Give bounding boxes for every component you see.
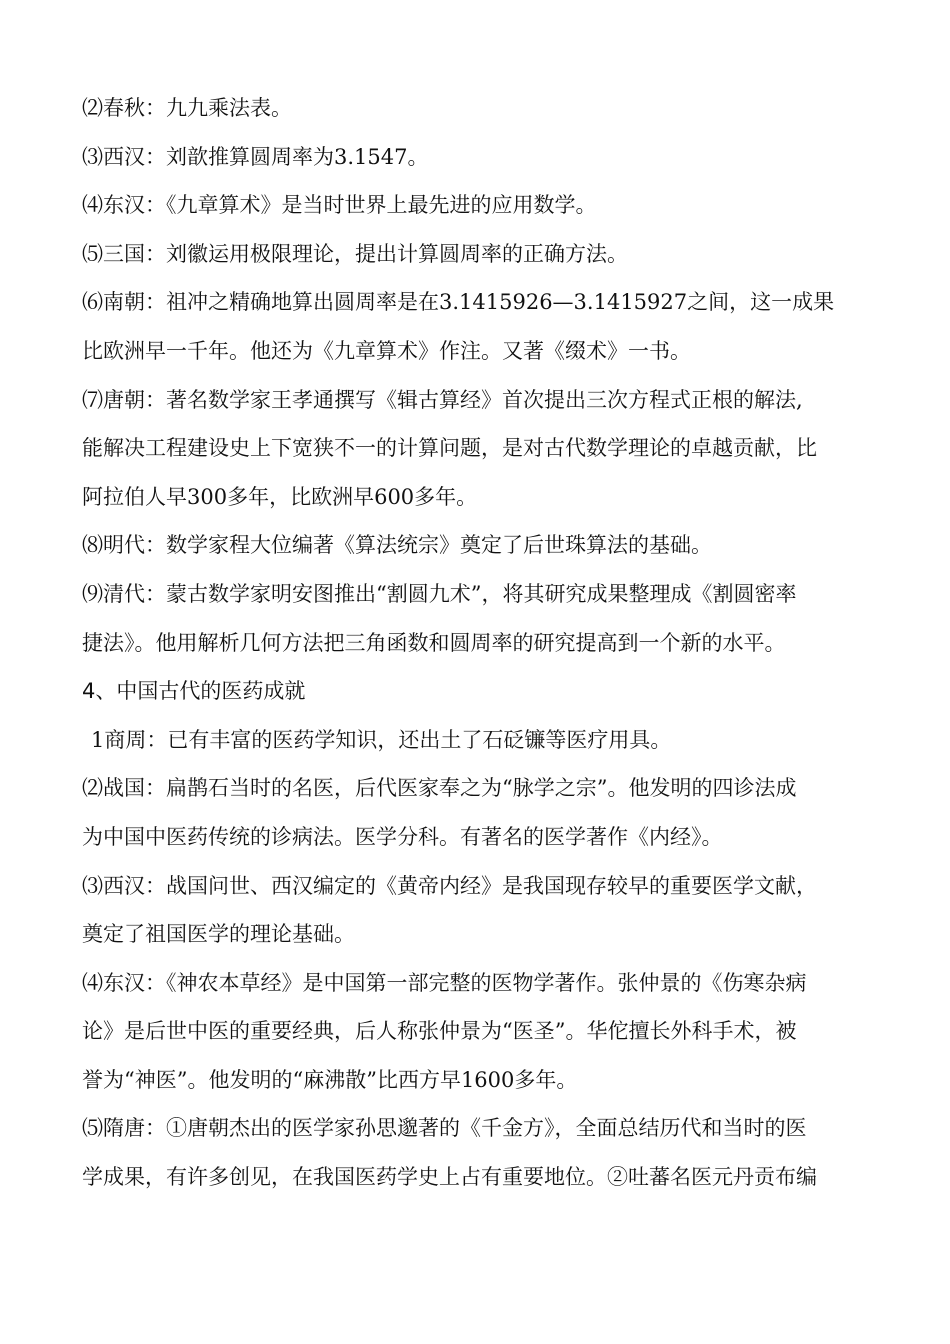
text-line-med-warring-states: ⑵战国：扁鹊石当时的名医，后代医家奉之为“脉学之宗”。他发明的四诊法成 bbox=[82, 776, 797, 801]
text-line-math-tang: ⑺唐朝：著名数学家王孝通撰写《辑古算经》首次提出三次方程式正根的解法, bbox=[82, 387, 803, 412]
text-line-math-eastern-han: ⑷东汉：《九章算术》是当时世界上最先进的应用数学。 bbox=[82, 193, 597, 218]
text-line-math-spring-autumn: ⑵春秋：九九乘法表。 bbox=[82, 96, 292, 120]
text-line-med-shang-zhou: 1商周：已有丰富的医药学知识，还出土了石砭镰等医疗用具。 bbox=[91, 727, 672, 752]
text-line-med-western-han-cont: 奠定了祖国医学的理论基础。 bbox=[82, 922, 355, 947]
text-line-math-tang-cont-1: 能解决工程建设史上下宽狭不一的计算问题，是对古代数学理论的卓越贡献，比 bbox=[82, 436, 817, 461]
text-line-med-eastern-han-cont-2: 誉为“神医”。他发明的“麻沸散”比西方早1600多年。 bbox=[82, 1067, 578, 1092]
text-line-math-three-kingdoms: ⑸三国：刘徽运用极限理论，提出计算圆周率的正确方法。 bbox=[82, 241, 628, 266]
text-line-math-tang-cont-2: 阿拉伯人早300多年，比欧洲早600多年。 bbox=[82, 484, 478, 509]
text-line-math-qing-cont: 捷法》。他用解析几何方法把三角函数和圆周率的研究提高到一个新的水平。 bbox=[82, 630, 786, 655]
document-body bbox=[82, 84, 882, 1202]
text-line-med-sui-tang-cont: 学成果，有许多创见，在我国医药学史上占有重要地位。②吐蕃名医元丹贡布编 bbox=[82, 1165, 817, 1190]
text-line-med-sui-tang: ⑸隋唐：①唐朝杰出的医学家孙思邈著的《千金方》，全面总结历代和当时的医 bbox=[82, 1116, 807, 1141]
text-line-math-southern-dynasty-cont: 比欧洲早一千年。他还为《九章算术》作注。又著《缀术》一书。 bbox=[82, 338, 691, 363]
text-line-math-qing: ⑼清代：蒙古数学家明安图推出“割圆九术”，将其研究成果整理成《割圆密率 bbox=[82, 581, 797, 606]
text-line-med-eastern-han: ⑷东汉：《神农本草经》是中国第一部完整的医物学著作。张仲景的《伤寒杂病 bbox=[82, 970, 807, 995]
text-line-math-ming: ⑻明代：数学家程大位编著《算法统宗》奠定了后世珠算法的基础。 bbox=[82, 533, 712, 558]
text-line-math-western-han: ⑶西汉：刘歆推算圆周率为3.1547。 bbox=[82, 144, 429, 169]
text-line-med-western-han: ⑶西汉：战国问世、西汉编定的《黄帝内经》是我国现存较早的重要医学文献， bbox=[82, 873, 817, 898]
text-line-math-southern-dynasty: ⑹南朝：祖冲之精确地算出圆周率是在3.1415926—3.1415927之间，这一成果 bbox=[82, 290, 835, 315]
section-heading-medicine: 4、中国古代的医药成就 bbox=[82, 679, 306, 704]
text-line-med-warring-states-cont: 为中国中医药传统的诊病法。医学分科。有著名的医学著作《内经》。 bbox=[82, 824, 723, 849]
text-line-med-eastern-han-cont-1: 论》是后世中医的重要经典，后人称张仲景为“医圣”。华佗擅长外科手术，被 bbox=[82, 1019, 797, 1044]
